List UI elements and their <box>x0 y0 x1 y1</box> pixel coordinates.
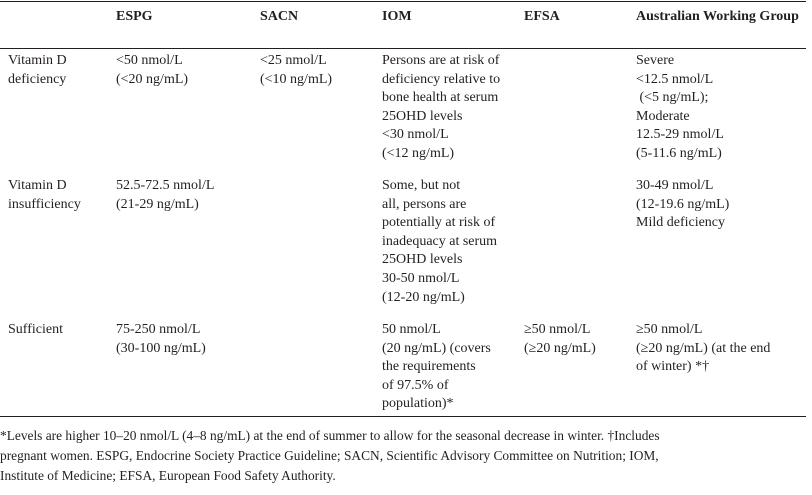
row-deficiency-label: Vitamin D deficiency <box>8 53 67 87</box>
row-deficiency-awg: Severe <12.5 nmol/L (<5 ng/mL); Moderate 12.5-29 nmol/L (5-11.6 ng/mL) <box>636 53 724 161</box>
header-sacn: SACN <box>260 9 299 24</box>
row-insufficiency-espg: 52.5-72.5 nmol/L (21-29 ng/mL) <box>116 178 215 212</box>
header-rule <box>0 48 806 49</box>
row-deficiency-espg: <50 nmol/L (<20 ng/mL) <box>116 53 189 87</box>
row-insufficiency-iom: Some, but not all, persons are potentially at risk of inadequacy at serum 25OHD levels 30-50 nmol/L (12-20 ng/mL) <box>382 178 498 305</box>
table-top-rule <box>0 1 806 2</box>
row-deficiency-iom: Persons are at risk of deficiency relative to bone health at serum 25OHD levels <30 nmol/L (<12 ng/mL) <box>382 53 501 161</box>
row-sufficient-espg: 75-250 nmol/L (30-100 ng/mL) <box>116 322 206 356</box>
row-sufficient-label: Sufficient <box>8 322 63 337</box>
row-insufficiency-awg: 30-49 nmol/L (12-19.6 ng/mL) Mild deficiency <box>636 178 730 231</box>
row-deficiency-sacn: <25 nmol/L (<10 ng/mL) <box>260 53 333 87</box>
table-bottom-rule <box>0 416 806 417</box>
header-iom: IOM <box>382 9 412 24</box>
header-australian-working-group: Australian Working Group <box>636 9 799 24</box>
row-sufficient-iom: 50 nmol/L (20 ng/mL) (covers the requirements of 97.5% of population)* <box>382 322 491 412</box>
row-sufficient-awg: ≥50 nmol/L (≥20 ng/mL) (at the end of winter) *† <box>636 322 771 375</box>
row-sufficient-efsa: ≥50 nmol/L (≥20 ng/mL) <box>524 322 596 356</box>
row-insufficiency-label: Vitamin D insufficiency <box>8 178 81 212</box>
header-efsa: EFSA <box>524 9 560 24</box>
header-espg: ESPG <box>116 9 153 24</box>
table-footnote: *Levels are higher 10–20 nmol/L (4–8 ng/mL) at the end of summer to allow for the seasonal decrease in winter. †Includes pregnant women. ESPG, Endocrine Society Practice Guideline; SACN, Scientific Advisory Committee on Nutrition; IOM, Institute of Medicine; EFSA, European Food Safety Authority. <box>0 428 660 483</box>
